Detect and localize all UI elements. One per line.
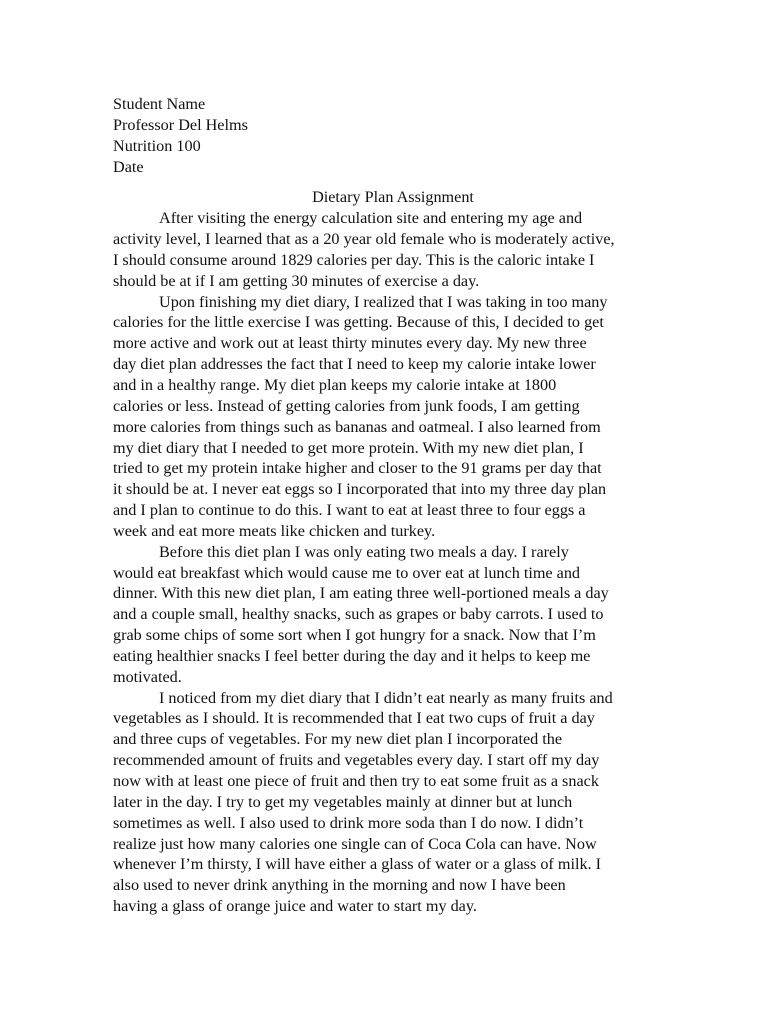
paragraph-line: grab some chips of some sort when I got hungry for a snack. Now that I’m xyxy=(113,626,596,645)
paragraph-line: sometimes as well. I also used to drink more soda than I do now. I didn’t xyxy=(113,813,584,832)
paragraph-line: more calories from things such as bananas and oatmeal. I also learned from xyxy=(113,417,601,436)
paragraph-line: After visiting the energy calculation site and entering my age and xyxy=(159,209,583,228)
paragraph-line: later in the day. I try to get my vegetables mainly at dinner but at lunch xyxy=(113,792,573,811)
paragraph-line: and three cups of vegetables. For my new diet plan I incorporated the xyxy=(113,730,563,749)
paragraph-fruits-vegetables xyxy=(113,688,673,917)
paragraph-line: motivated. xyxy=(113,667,182,686)
date-line: Date xyxy=(113,157,144,176)
paragraph-line: having a glass of orange juice and water to start my day. xyxy=(113,897,477,916)
paragraph-line: dinner. With this new diet plan, I am eating three well-portioned meals a day xyxy=(113,584,609,603)
paragraph-energy-calculation xyxy=(113,208,673,291)
paragraph-line: also used to never drink anything in the morning and now I have been xyxy=(113,876,566,895)
paragraph-line: week and eat more meats like chicken and turkey. xyxy=(113,521,436,540)
paragraph-line: calories or less. Instead of getting calories from junk foods, I am getting xyxy=(113,396,580,415)
paragraph-line: recommended amount of fruits and vegetables every day. I start off my day xyxy=(113,751,600,770)
paragraph-line: Before this diet plan I was only eating two meals a day. I rarely xyxy=(159,542,569,561)
paragraph-line: vegetables as I should. It is recommended that I eat two cups of fruit a day xyxy=(113,709,595,728)
paragraph-line: and in a healthy range. My diet plan keeps my calorie intake at 1800 xyxy=(113,375,557,394)
paragraph-diet-diary xyxy=(113,292,673,542)
student-name-line: Student Name xyxy=(113,95,206,113)
paragraph-line: it should be at. I never eat eggs so I incorporated that into my three day plan xyxy=(113,480,607,499)
professor-line: Professor Del Helms xyxy=(113,115,248,134)
paragraph-line: would eat breakfast which would cause me to over eat at lunch time and xyxy=(113,563,581,582)
paragraph-line: and I plan to continue to do this. I want to eat at least three to four eggs a xyxy=(113,501,586,520)
paragraph-line: calories for the little exercise I was getting. Because of this, I decided to get xyxy=(113,313,604,332)
paragraph-line: tried to get my protein intake higher and closer to the 91 grams per day that xyxy=(113,459,602,478)
paragraph-meals xyxy=(113,542,673,688)
paragraph-line: more active and work out at least thirty minutes every day. My new three xyxy=(113,334,587,353)
paragraph-line: Upon finishing my diet diary, I realized that I was taking in too many xyxy=(159,292,608,311)
document-title: Dietary Plan Assignment xyxy=(312,188,474,207)
paragraph-line: should be at if I am getting 30 minutes of exercise a day. xyxy=(113,271,480,290)
paragraph-line: realize just how many calories one single can of Coca Cola can have. Now xyxy=(113,834,597,853)
paragraph-line: and a couple small, healthy snacks, such as grapes or baby carrots. I used to xyxy=(113,605,604,624)
paragraph-line: I noticed from my diet diary that I didn’t eat nearly as many fruits and xyxy=(159,688,613,707)
paragraph-line: my diet diary that I needed to get more protein. With my new diet plan, I xyxy=(113,438,584,457)
paragraph-line: I should consume around 1829 calories per day. This is the caloric intake I xyxy=(113,250,595,269)
paragraph-line: whenever I’m thirsty, I will have either a glass of water or a glass of milk. I xyxy=(113,855,602,874)
paragraph-line: activity level, I learned that as a 20 year old female who is moderately active, xyxy=(113,230,615,249)
paragraph-line: now with at least one piece of fruit and then try to eat some fruit as a snack xyxy=(113,772,599,790)
course-line: Nutrition 100 xyxy=(113,136,201,155)
paragraph-line: eating healthier snacks I feel better during the day and it helps to keep me xyxy=(113,646,591,665)
document-body xyxy=(113,94,673,917)
paragraph-line: day diet plan addresses the fact that I need to keep my calorie intake lower xyxy=(113,355,596,374)
